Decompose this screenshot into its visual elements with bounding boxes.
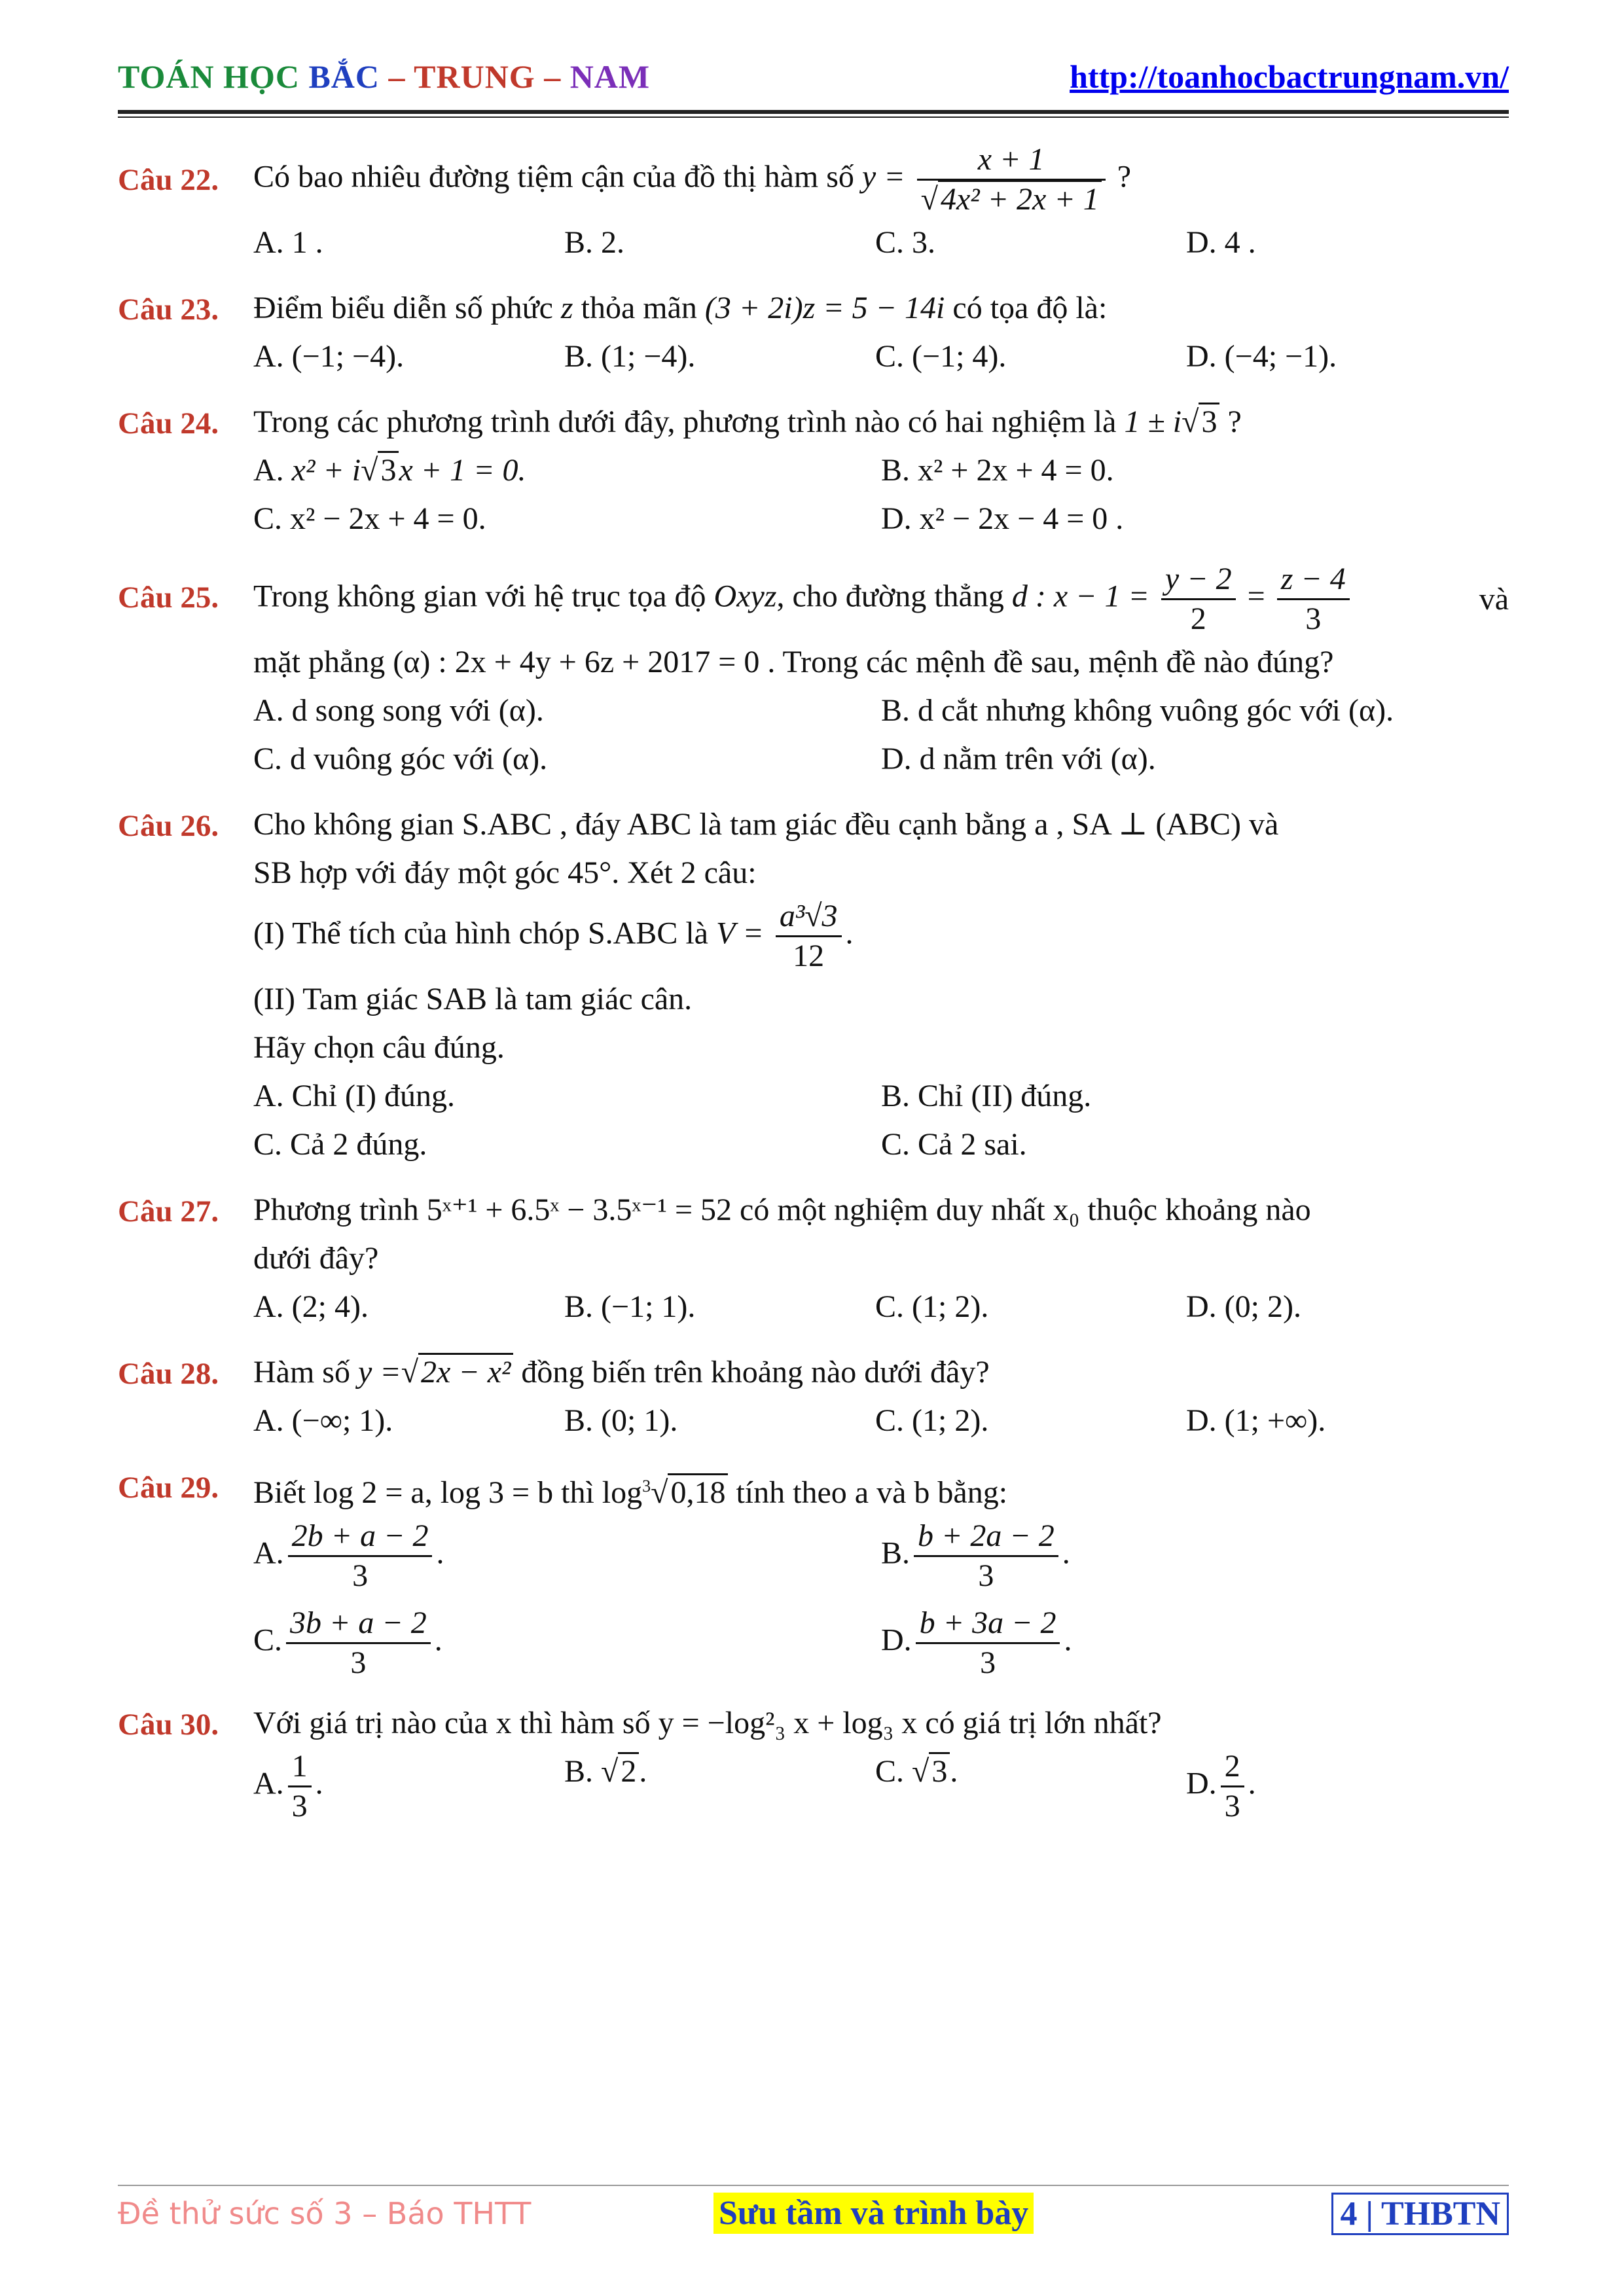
- option-c[interactable]: C. 3.: [875, 225, 936, 260]
- question-label: Câu 29.: [118, 1471, 219, 1505]
- option-d[interactable]: [1186, 1748, 1497, 1825]
- fraction-numerator: x + 1: [917, 141, 1106, 181]
- fraction-2: [1277, 560, 1350, 638]
- root-expression: 0,18: [668, 1473, 728, 1510]
- question-text: [253, 560, 1509, 638]
- option-prefix: D.: [1186, 1766, 1217, 1801]
- equals-sign: =: [1247, 579, 1265, 614]
- question-line-2: dưới đây?: [253, 1241, 379, 1276]
- brand-title: [118, 58, 650, 96]
- option-c[interactable]: C. (1; 2).: [875, 1289, 989, 1324]
- options-row: [253, 1397, 1509, 1445]
- question-stem-3: có tọa độ là:: [952, 291, 1108, 325]
- question-stem-3: và: [1479, 581, 1509, 617]
- question-27: [118, 1186, 1509, 1331]
- fraction-numerator: b + 2a − 2: [914, 1517, 1058, 1557]
- option-b[interactable]: B. Chỉ (II) đúng.: [881, 1079, 1092, 1113]
- option-a[interactable]: A. Chỉ (I) đúng.: [253, 1079, 455, 1113]
- fraction-numerator: 1: [288, 1748, 312, 1787]
- option-d[interactable]: D. (0; 2).: [1186, 1289, 1301, 1324]
- question-stem: Trong các phương trình dưới đây, phương trình nào có hai nghiệm là: [253, 404, 1117, 439]
- fraction-denominator: 3: [978, 1558, 994, 1593]
- question-stem-2: tính theo a và b bằng:: [736, 1475, 1008, 1510]
- fraction-numerator: b + 3a − 2: [916, 1604, 1060, 1644]
- question-label: Câu 28.: [118, 1357, 219, 1391]
- sqrt-expression: 2x − x²: [418, 1353, 513, 1390]
- question-label: Câu 25.: [118, 581, 219, 615]
- math-equation: (3 + 2i)z = 5 − 14i: [704, 291, 945, 325]
- period: .: [1064, 1623, 1072, 1658]
- option-d[interactable]: D. 4 .: [1186, 225, 1256, 260]
- question-line-1: Cho không gian S.ABC , đáy ABC là tam giác đều cạnh bằng a , SA ⊥ (ABC) và: [253, 807, 1279, 842]
- question-stem-2: đồng biến trên khoảng nào dưới đây?: [521, 1355, 990, 1390]
- options-row: [253, 1748, 1509, 1825]
- question-plane-line: mặt phẳng (α) : 2x + 4y + 6z + 2017 = 0 . Trong các mệnh đề sau, mệnh đề nào đúng?: [253, 645, 1334, 679]
- question-stem: (I) Thể tích của hình chóp S.ABC là: [253, 916, 708, 951]
- period: .: [1248, 1766, 1256, 1801]
- math-oxyz: Oxyz: [713, 579, 777, 614]
- question-28: [118, 1348, 1509, 1445]
- question-text: [253, 141, 1509, 219]
- header-divider: [118, 110, 1509, 114]
- fraction-denominator: 3: [350, 1645, 367, 1680]
- fraction-denominator: √4x² + 2x + 1: [917, 181, 1106, 219]
- option-prefix: A.: [253, 1766, 284, 1801]
- question-label: Câu 30.: [118, 1708, 219, 1742]
- question-mark: ?: [1117, 159, 1132, 194]
- option-d[interactable]: D. (1; +∞).: [1186, 1403, 1326, 1438]
- options-row: [253, 1283, 1509, 1331]
- question-text: Hàm số y =√2x − x² đồng biến trên khoảng nào dưới đây?: [253, 1348, 1509, 1397]
- option-b[interactable]: B. (−1; 1).: [564, 1289, 696, 1324]
- question-text: [253, 284, 1509, 332]
- footer-credit: Sưu tầm và trình bày: [713, 2193, 1034, 2234]
- fraction-numerator: y − 2: [1161, 560, 1236, 600]
- option-c[interactable]: C. (1; 2).: [875, 1403, 989, 1438]
- fraction: [776, 897, 842, 975]
- fraction: [286, 1604, 431, 1682]
- option-b[interactable]: B. d cắt nhưng không vuông góc với (α).: [881, 693, 1394, 728]
- option-b[interactable]: [881, 1517, 1509, 1595]
- options-row-1: [253, 687, 1509, 735]
- option-a[interactable]: A. d song song với (α).: [253, 693, 544, 728]
- sqrt-expression: 3: [1199, 403, 1219, 439]
- question-line-4: (II) Tam giác SAB là tam giác cân.: [253, 982, 693, 1016]
- fraction: [914, 1517, 1058, 1595]
- option-prefix: D.: [881, 1623, 912, 1658]
- question-label: Câu 27.: [118, 1194, 219, 1229]
- fraction-numerator: z − 4: [1277, 560, 1350, 600]
- brand-part-4: NAM: [569, 58, 651, 95]
- fraction: [288, 1517, 433, 1595]
- question-stem: Có bao nhiêu đường tiệm cận của đồ thị hàm số: [253, 159, 854, 194]
- option-prefix: B.: [881, 1535, 911, 1571]
- option-d[interactable]: [881, 1604, 1509, 1682]
- period: .: [950, 1754, 958, 1789]
- option-d[interactable]: C. Cả 2 sai.: [881, 1127, 1027, 1162]
- question-text: Biết log 2 = a, log 3 = b thì $\log^3√0,18$ tính theo a và b bằng:: [253, 1462, 1509, 1517]
- fraction-numerator: 2: [1221, 1748, 1244, 1787]
- option-c[interactable]: C. d vuông góc với (α).: [253, 742, 548, 776]
- fraction-denominator: 3: [291, 1789, 308, 1823]
- question-mark: ?: [1227, 404, 1242, 439]
- question-line-3: [253, 897, 1509, 975]
- options-row-1: [253, 1072, 1509, 1121]
- option-prefix: C.: [875, 1754, 905, 1789]
- option-c[interactable]: C. (−1; 4).: [875, 339, 1007, 374]
- math-line-eq: d : x − 1 =: [1011, 579, 1149, 614]
- question-label: Câu 22.: [118, 163, 219, 197]
- question-stem: Biết log 2 = a, log 3 = b thì log: [253, 1475, 643, 1510]
- root-index: 3: [642, 1477, 651, 1496]
- question-line-2: SB hợp với đáy một góc 45°. Xét 2 câu:: [253, 855, 757, 890]
- question-label: Câu 23.: [118, 293, 219, 327]
- period: .: [434, 1623, 442, 1658]
- question-label: Câu 24.: [118, 406, 219, 440]
- fraction-numerator: 2b + a − 2: [288, 1517, 433, 1557]
- option-a[interactable]: A. x² + i√3x + 1 = 0.: [253, 446, 881, 495]
- options-row: [253, 219, 1509, 267]
- question-text: Trong các phương trình dưới đây, phương trình nào có hai nghiệm là 1 ± i√3 ?: [253, 398, 1509, 446]
- math-y: y =: [357, 1355, 401, 1390]
- fraction: [916, 1604, 1060, 1682]
- question-stem-2: , cho đường thẳng: [776, 579, 1004, 614]
- fraction-numerator: 3b + a − 2: [286, 1604, 431, 1644]
- brand-part-2: BẮC: [308, 58, 380, 95]
- option-a[interactable]: [253, 1517, 881, 1595]
- question-stem-line: [253, 560, 1354, 638]
- question-23: [118, 284, 1509, 381]
- option-prefix: A.: [253, 1535, 284, 1571]
- question-24: [118, 398, 1509, 543]
- option-c[interactable]: C. x² − 2x + 4 = 0.: [253, 501, 486, 536]
- option-prefix: C.: [253, 1623, 283, 1658]
- fraction-denominator: 3: [1224, 1789, 1240, 1823]
- math-y: y =: [861, 159, 905, 194]
- question-25: [118, 560, 1509, 783]
- math-volume: V =: [715, 916, 764, 951]
- fraction-denominator: 12: [793, 939, 825, 973]
- options-row-2: [253, 1121, 1509, 1169]
- period: .: [1062, 1535, 1070, 1571]
- fraction-denominator: 3: [352, 1558, 369, 1593]
- footer-page-number: 4 | THBTN: [1331, 2193, 1509, 2235]
- option-b[interactable]: B. √2.: [564, 1748, 875, 1825]
- brand-part-3: – TRUNG –: [380, 58, 570, 95]
- header-divider-thin: [118, 117, 1509, 118]
- option-d[interactable]: D. (−4; −1).: [1186, 339, 1337, 374]
- fraction: [288, 1748, 312, 1825]
- footer-divider: [118, 2185, 1509, 2186]
- options-row-1: [253, 1517, 1509, 1595]
- period: .: [639, 1754, 647, 1789]
- question-line-5: Hãy chọn câu đúng.: [253, 1030, 505, 1065]
- question-22: [118, 141, 1509, 267]
- question-label: Câu 26.: [118, 809, 219, 843]
- fraction-denominator: 2: [1190, 601, 1206, 636]
- option-b[interactable]: B. (0; 1).: [564, 1403, 678, 1438]
- question-stem: Điểm biểu diễn số phức: [253, 291, 553, 325]
- option-a[interactable]: A. (−1; −4).: [253, 339, 405, 374]
- options-row-1: [253, 446, 1509, 495]
- question-30: [118, 1699, 1509, 1825]
- option-a[interactable]: [253, 1748, 564, 1825]
- sqrt-expression: 4x² + 2x + 1: [938, 180, 1102, 217]
- option-math-1: x² + i: [291, 453, 361, 488]
- math-root-prefix: 1 ± i: [1124, 404, 1182, 439]
- footer-source: Đề thử sức số 3 – Báo THTT: [118, 2196, 532, 2231]
- question-stem-2: thỏa mãn: [581, 291, 697, 325]
- fraction-denominator: 3: [980, 1645, 996, 1680]
- options-row-2: [253, 735, 1509, 783]
- option-c[interactable]: C. Cả 2 đúng.: [253, 1127, 427, 1162]
- period: .: [315, 1766, 323, 1801]
- question-26: [118, 800, 1509, 1169]
- question-text: Với giá trị nào của x thì hàm số y = −log²₃ x + log₃ x có giá trị lớn nhất?: [253, 1706, 1162, 1740]
- period: .: [436, 1535, 444, 1571]
- option-prefix: B.: [564, 1754, 594, 1789]
- option-b[interactable]: B. x² + 2x + 4 = 0.: [881, 453, 1114, 488]
- options-row-2: [253, 1604, 1509, 1682]
- option-a[interactable]: A. 1 .: [253, 225, 323, 260]
- question-list: [118, 141, 1509, 1842]
- sqrt-expression: 3: [929, 1752, 950, 1789]
- option-c[interactable]: C. √3.: [875, 1748, 1186, 1825]
- options-row-2: [253, 495, 1509, 543]
- fraction-denominator: 3: [1305, 601, 1322, 636]
- question-line-1: Phương trình 5ˣ⁺¹ + 6.5ˣ − 3.5ˣ⁻¹ = 52 có một nghiệm duy nhất x₀ thuộc khoảng nào: [253, 1193, 1311, 1227]
- option-a[interactable]: A. (−∞; 1).: [253, 1403, 393, 1438]
- brand-part-1: TOÁN HỌC: [118, 58, 309, 95]
- option-d[interactable]: D. x² − 2x − 4 = 0 .: [881, 501, 1124, 536]
- sqrt-expression: 2: [618, 1752, 639, 1789]
- options-row: [253, 332, 1509, 381]
- fraction: [1221, 1748, 1244, 1825]
- question-29: [118, 1462, 1509, 1682]
- sqrt-expression: 3: [378, 451, 399, 488]
- fraction: [917, 141, 1106, 219]
- question-stem: Trong không gian với hệ trục tọa độ: [253, 579, 706, 614]
- header-url-link[interactable]: http://toanhocbactrungnam.vn/: [1070, 58, 1509, 95]
- option-b[interactable]: B. (1; −4).: [564, 339, 696, 374]
- option-b[interactable]: B. 2.: [564, 225, 625, 260]
- period: .: [845, 916, 854, 951]
- option-a[interactable]: A. (2; 4).: [253, 1289, 369, 1324]
- fraction-1: [1161, 560, 1236, 638]
- page-header: [118, 52, 1509, 113]
- fraction-numerator: a³√3: [776, 897, 842, 937]
- math-var: z: [560, 291, 573, 325]
- option-c[interactable]: [253, 1604, 881, 1682]
- option-prefix: A.: [253, 453, 284, 488]
- option-d[interactable]: D. d nằm trên với (α).: [881, 742, 1156, 776]
- option-math-2: x + 1 = 0.: [399, 453, 526, 488]
- question-stem: Hàm số: [253, 1355, 350, 1390]
